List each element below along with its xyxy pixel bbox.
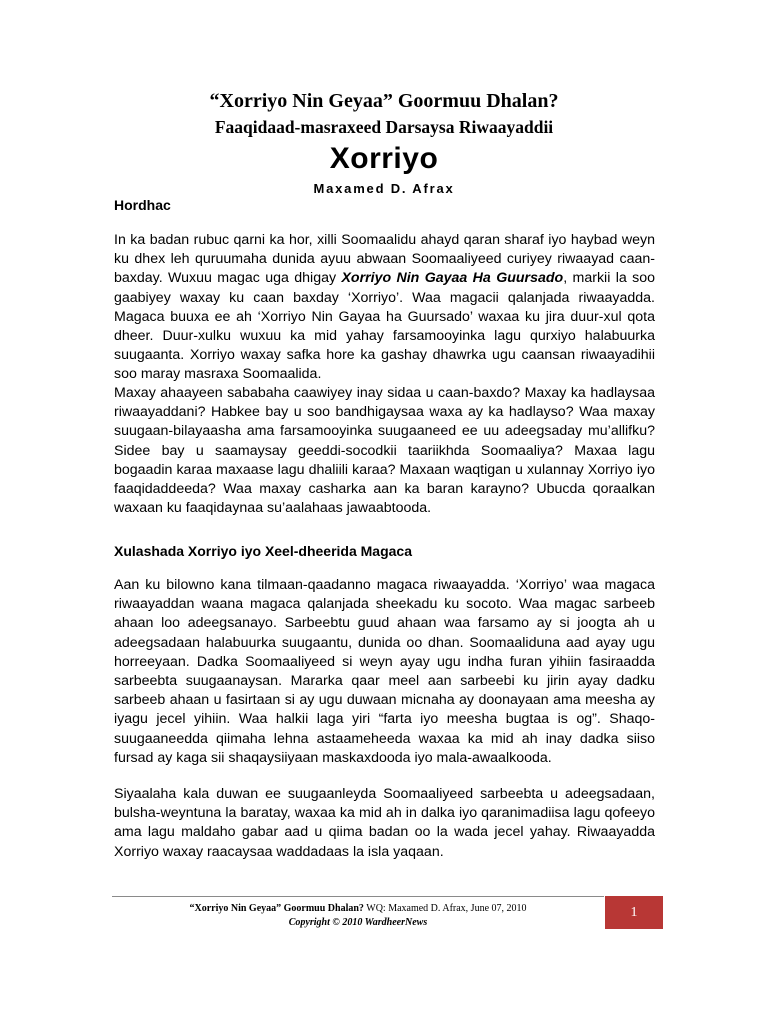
footer-title: “Xorriyo Nin Geyaa” Goormuu Dhalan?	[189, 903, 364, 914]
footer-credit: WQ: Maxamed D. Afrax, June 07, 2010	[363, 903, 527, 914]
paragraph-1	[114, 231, 655, 385]
document-subtitle: Faaqidaad-masraxeed Darsaysa Riwaayaddii	[214, 117, 554, 137]
author-name: Maxamed D. Afrax	[313, 181, 455, 196]
footer-divider	[112, 896, 604, 897]
paragraph-4: Siyaalaha kala duwan ee suugaanleyda Soomaaliyeed sarbeebta u adeegsadaan, bulsha-weyntuna la baratay, waxaa ka mid ah in dalka iyo qaranimadiisa lagu qofeeyo ama lagu maldaho gabar aad u qiima badan oo la wada jecel yahay. Riwaayadda Xorriyo waxay raacaysaa waddadaas la isla yaqaan.	[114, 786, 655, 860]
page-number-badge: 1	[605, 896, 663, 929]
footer-copyright: Copyright © 2010 WardheerNews	[288, 917, 428, 928]
paragraph-3: Aan ku bilowno kana tilmaan-qaadanno magaca riwaayadda. ‘Xorriyo’ waa magaca riwaayaddan waana magaca qalanjada sheekadu ku socoto. Waa magac sarbeeb ahaan loo adeegsanayo. Sarbeebtu guud ahaan waa farsamo ay si joogta ah u adeegsadaan halabuurka suugaantu, dunida oo dhan. Soomaaliduna aad ayay ugu horreeyaan. Dadka Soomaaliyeed si weyn ayay ugu indha furan yihiin fasiraadda sarbeebta suugaanaysan. Mararka qaar meel aan sarbeebi ku jirin ayay dadku sarbeeb ahaan u fasirtaan si ay ugu duwaan micnaha ay doonayaan ama meesha ay iyagu jecel yihiin. Waa halkii laga yiri “farta iyo meesha bugtaa is og”. Shaqo-suugaaneedda qiimaha lehna astaameheeda waxaa ka mid ah inay dadka siiso fursad ay kaga sii shaqaysiiyaan maskaxdooda iyo mala-awaalkooda.	[114, 577, 655, 766]
section-heading-xulashada: Xulashada Xorriyo iyo Xeel-dheerida Magaca	[114, 543, 412, 559]
paragraph-1-emphasis: Xorriyo Nin Gayaa Ha Guursado	[341, 270, 564, 287]
paragraph-1-end: , markii la soo gaabiyey waxay ku caan baxday ‘Xorriyo’. Waa magacii qalanjada riwaayadda. Magaca buuxa ee ah ‘Xorriyo Nin Gayaa ha Guursado’ waxaa ku jira duur-xul qota dheer. Duur-xulku wuxuu ka mid yahay farsamooyinka lagu qurxiyo halabuurka suugaanta. Xorriyo waxay safka hore ka gashay dhawrka ugu caansan riwaayadihii soo maray masraxa Soomaalida.	[114, 270, 656, 383]
document-title: “Xorriyo Nin Geyaa” Goormuu Dhalan?	[209, 90, 559, 112]
footer-citation	[112, 903, 604, 914]
section-heading-hordhac: Hordhac	[114, 197, 171, 213]
book-title: Xorriyo	[329, 142, 439, 175]
paragraph-2: Maxay ahaayeen sababaha caawiyey inay sidaa u caan-baxdo? Maxay ka hadlaysaa riwaayaddani? Habkee bay u soo bandhigaysaa waxa ay ka hadlayso? Waa maxay suugaan-bilayaasha ama farsamooyinka suugaaneed ee uu adeegsaday mu’allifku? Sidee bay u saamaysay geeddi-socodkii taariikhda Soomaaliya? Maxaa lagu bogaadin karaa maxaase lagu dhaliili karaa? Maxaan waqtigan u xulannay Xorriyo iyo faaqidaddeeda? Waa maxay casharka aan ka baran karayno? Ubucda qoraalkan waxaan ku faaqidaynaa su’aalahaas jawaabtooda.	[114, 385, 655, 517]
paragraph-1-start: In ka badan rubuc qarni ka hor, xilli Soomaalidu ahayd qaran sharaf iyo haybad weyn ku dhex leh quruumaha dunida ayuu abwaan Soomaaliyeed curiyey riwaayad caan-baxday. Wuxuu magac uga dhigay	[114, 232, 655, 287]
